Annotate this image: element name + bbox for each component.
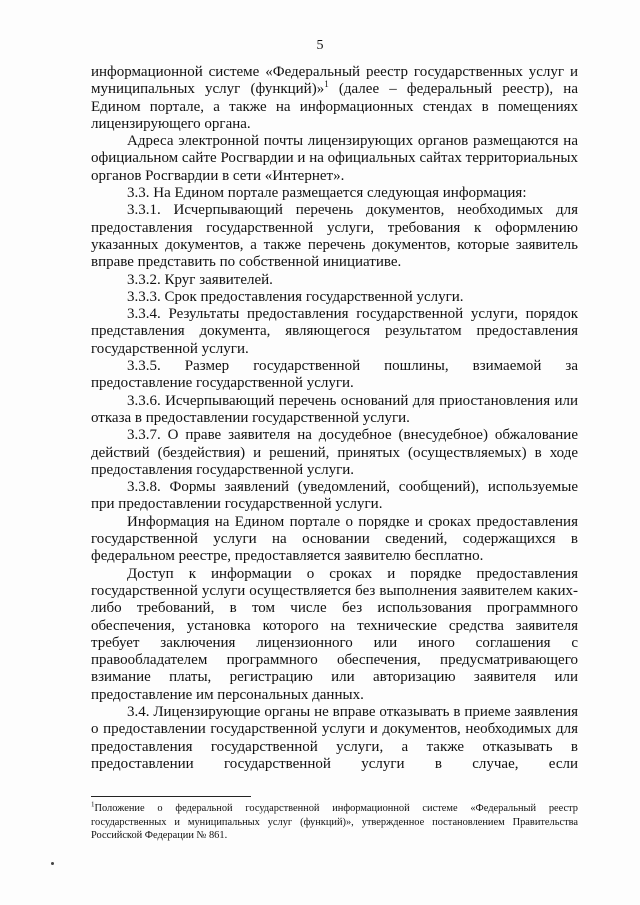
paragraph-3-3-4: 3.3.4. Результаты предоставления государственной услуги, порядок представления документа, являющегося результатом предоставления государственной услуги. xyxy=(91,306,578,357)
paragraph-3-3-6: 3.3.6. Исчерпывающий перечень оснований для приостановления или отказа в предоставлении государственной услуги. xyxy=(91,392,578,426)
page-number: 5 xyxy=(316,38,324,53)
paragraph-3-3: 3.3. На Едином портале размещается следующая информация: xyxy=(127,185,527,202)
paragraph-3-3-8: 3.3.8. Формы заявлений (уведомлений, сообщений), используемые при предоставлении государственной услуги. xyxy=(91,479,578,513)
paragraph-registry xyxy=(91,64,578,133)
paragraph-text: (далее – федеральный реестр), на Едином портале, а также на информационных стендах в помещениях лицензирующего органа. xyxy=(91,81,578,132)
paragraph-3-4: 3.4. Лицензирующие органы не вправе отказывать в приеме заявления о предоставлении государственной услуги и документов, необходимых для предоставления государственной услуги, а также отказывать в предоставлении государственной услуги в случае, если xyxy=(91,703,578,772)
paragraph-3-3-3: 3.3.3. Срок предоставления государственной услуги. xyxy=(127,288,464,305)
footnote-text: Положение о федеральной государственной информационной системе «Федеральный реестр государственных и муниципальных услуг (функций)», утвержденное постановлением Правительства Российской Федерации № 861. xyxy=(91,803,578,841)
document-body xyxy=(91,64,578,773)
footnote xyxy=(91,802,578,843)
footnote-divider xyxy=(91,796,251,797)
paragraph-3-3-5: 3.3.5. Размер государственной пошлины, взимаемой за предоставление государственной услуги. xyxy=(91,358,578,392)
paragraph-3-3-7: 3.3.7. О праве заявителя на досудебное (внесудебное) обжалование действий (бездействия) и решений, принятых (осуществляемых) в ходе предоставления государственной услуги. xyxy=(91,427,578,478)
footnote-reference: 1 xyxy=(324,79,329,90)
paragraph-text: информационной системе «Федеральный реестр государственных услуг и муниципальных услуг (функций)» xyxy=(91,64,578,98)
paragraph-access: Доступ к информации о сроках и порядке предоставления государственной услуги осуществляется без выполнения заявителем каких-либо требований, в том числе без использования программного обеспечения, установка которого на технические средства заявителя требует заключения лицензионного или иного соглашения с правообладателем программного обеспечения, предусматривающего взимание платы, регистрацию или авторизацию заявителя или предоставление им персональных данных. xyxy=(91,565,578,703)
footnote-marker: 1 xyxy=(91,800,95,809)
paragraph-3-3-1: 3.3.1. Исчерпывающий перечень документов, необходимых для предоставления государственной услуги, требования к оформлению указанных документов, а также перечень документов, которые заявитель вправе представить по собственной инициативе. xyxy=(91,202,578,271)
scan-speck xyxy=(51,862,54,865)
paragraph-email: Адреса электронной почты лицензирующих органов размещаются на официальном сайте Росгвардии и на официальных сайтах территориальных органов Росгвардии в сети «Интернет». xyxy=(91,133,578,184)
paragraph-3-3-2: 3.3.2. Круг заявителей. xyxy=(127,271,273,288)
paragraph-portal-info: Информация на Едином портале о порядке и сроках предоставления государственной услуги на основании сведений, содержащихся в федеральном реестре, предоставляется заявителю бесплатно. xyxy=(91,513,578,565)
